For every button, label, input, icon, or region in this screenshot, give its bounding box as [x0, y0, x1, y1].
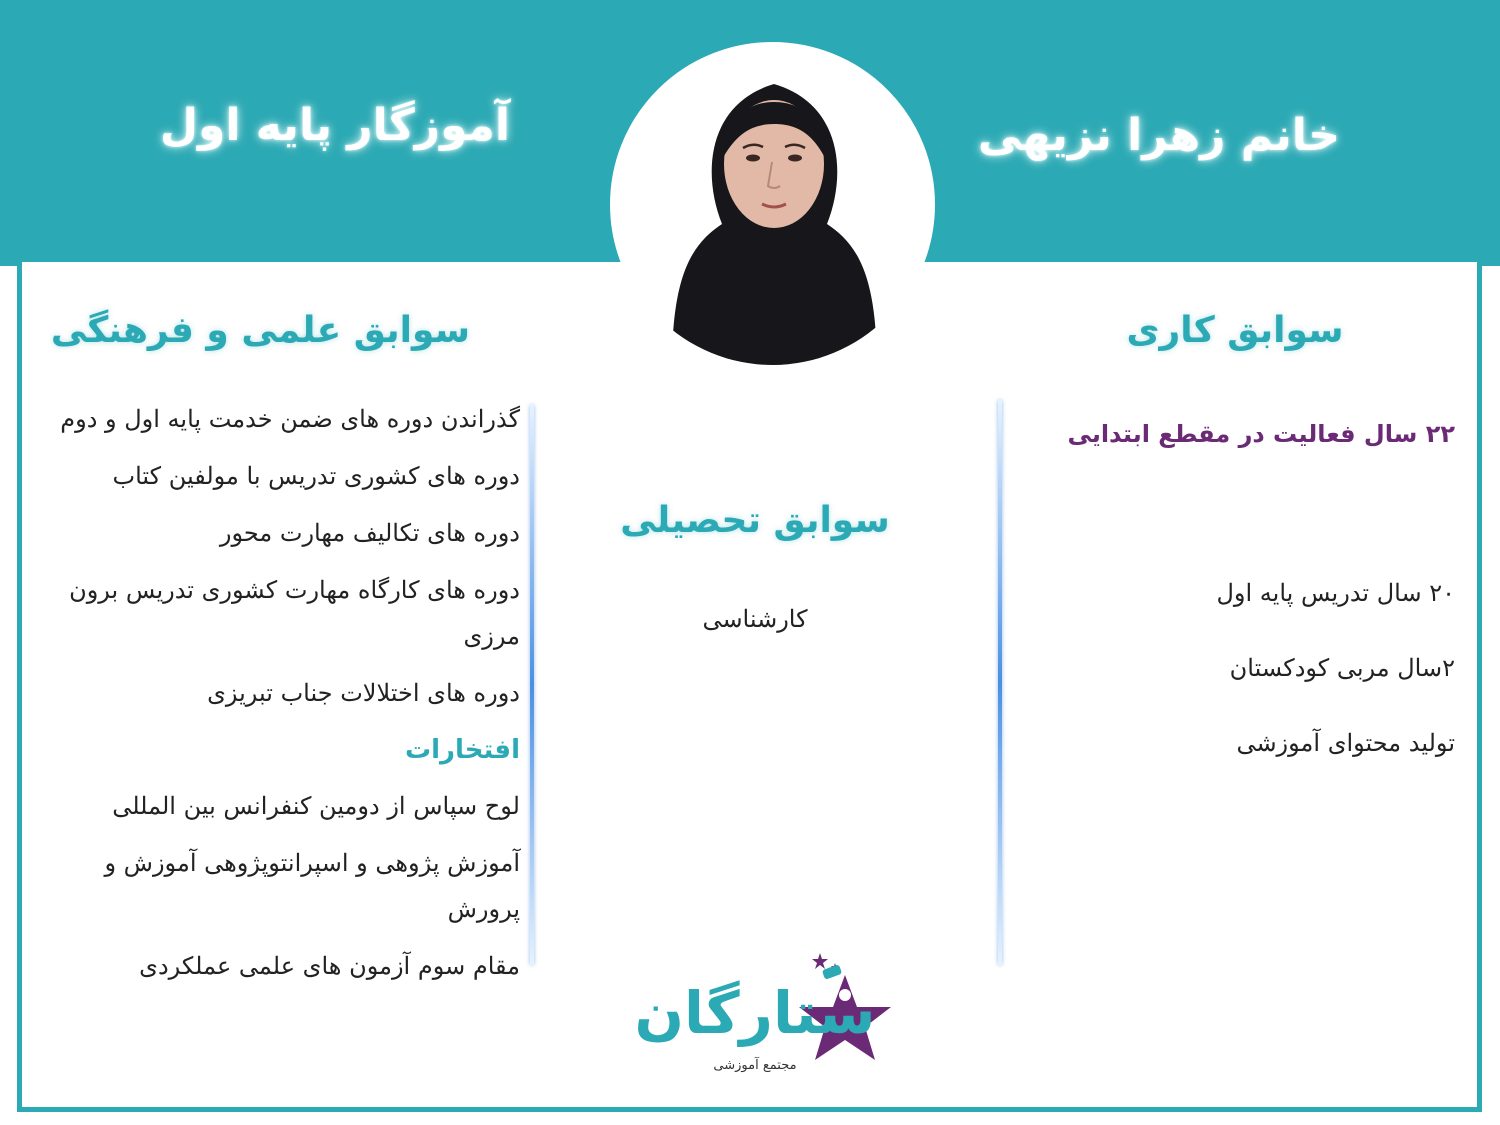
- right-column-divider: [998, 400, 1002, 965]
- setaregan-logo: [595, 945, 910, 1075]
- education-heading: سوابق تحصیلی: [620, 500, 890, 541]
- logo-wordmark: ستارگان: [634, 979, 876, 1047]
- scientific-item: گذراندن دوره های ضمن خدمت پایه اول و دوم: [60, 405, 520, 433]
- scientific-item: دوره های کشوری تدریس با مولفین کتاب: [112, 462, 520, 490]
- honor-item: آموزش پژوهی و اسپرانتوپژوهی آموزش و پرورش: [104, 849, 520, 923]
- work-item: ۲سال مربی کودکستان: [1229, 654, 1455, 682]
- work-highlight: ۲۲ سال فعالیت در مقطع ابتدایی: [1067, 420, 1455, 448]
- teacher-name: خانم زهرا نزیهی: [977, 110, 1340, 161]
- scientific-cultural-list: [30, 396, 520, 1000]
- scientific-item: دوره های کارگاه مهارت کشوری تدریس برون مرزی: [69, 576, 520, 650]
- education-degree: کارشناسی: [702, 605, 808, 633]
- work-item: تولید محتوای آموزشی: [1236, 729, 1455, 757]
- work-experience-list: [1030, 570, 1455, 795]
- scientific-item: دوره های تکالیف مهارت محور: [219, 519, 520, 547]
- teacher-portrait-illustration: [612, 44, 935, 367]
- honors-heading: افتخارات: [404, 735, 520, 765]
- logo-subtitle: مجتمع آموزشی: [713, 1058, 797, 1073]
- logo-mark-icon: [595, 945, 910, 1075]
- left-column-divider: [530, 405, 534, 965]
- honor-item: مقام سوم آزمون های علمی عملکردی: [139, 952, 520, 980]
- honor-item: لوح سپاس از دومین کنفرانس بین المللی: [112, 792, 520, 820]
- teacher-photo: [610, 42, 935, 367]
- work-experience-heading: سوابق کاری: [1126, 310, 1344, 351]
- scientific-item: دوره های اختلالات جناب تبریزی: [207, 679, 520, 707]
- scientific-cultural-heading: سوابق علمی و فرهنگی: [50, 310, 470, 351]
- work-item: ۲۰ سال تدریس پایه اول: [1216, 579, 1455, 607]
- teacher-role: آموزگار پایه اول: [159, 100, 510, 151]
